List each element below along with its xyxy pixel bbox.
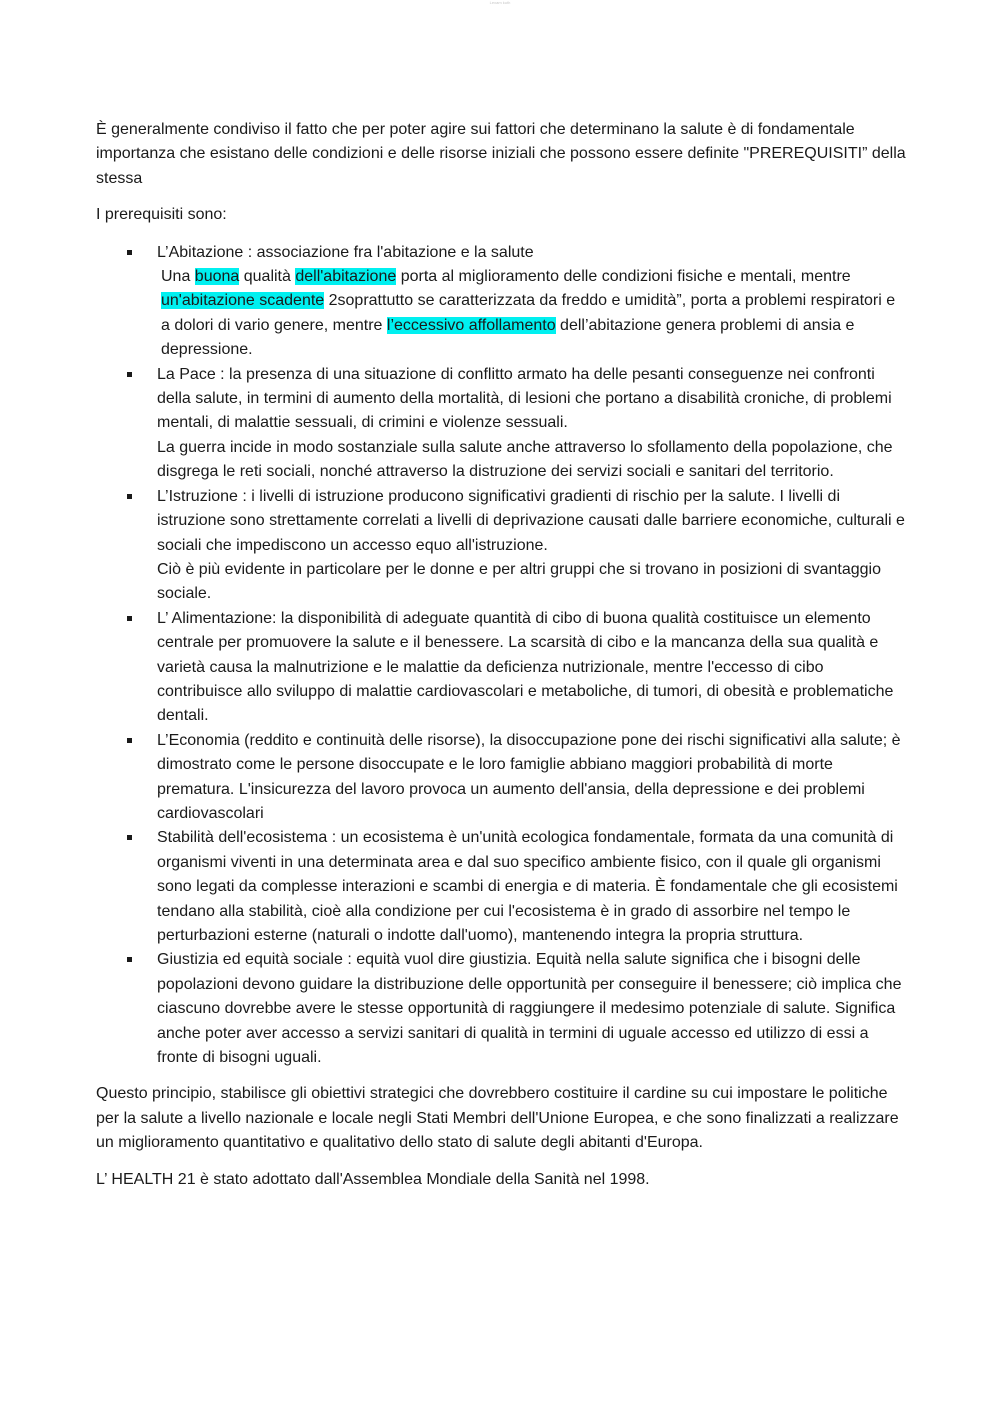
abitazione-text-5: dell’abitazione genera problemi di ansia e depressione. bbox=[161, 316, 855, 359]
alimentazione-text: L’ Alimentazione: la disponibilità di adeguate quantità di cibo di buona qualità costituisce un elemento centrale per promuovere la salute e il benessere. La scarsità di cibo e la mancanza della sua qualità e varietà causa la malnutrizione e le malattie da deficienza nutrizionale, mentre l'eccesso di cibo contribuisce allo sviluppo di malattie cardiovascolari e metaboliche, di tumori, di obesità e problematiche dentali. bbox=[157, 609, 894, 725]
list-item-economia bbox=[96, 729, 908, 827]
closing-paragraph: Questo principio, stabilisce gli obiettivi strategici che dovrebbero costituire il cardine su cui impostare le politiche per la salute a livello nazionale e locale negli Stati Membri dell'Unione Europea, e che sono finalizzati a realizzare un miglioramento quantitativo e qualitativo dello stato di salute degli abitanti d'Europa. bbox=[96, 1085, 899, 1152]
abitazione-text-3: porta al miglioramento delle condizioni fisiche e mentali, mentre bbox=[396, 268, 851, 286]
list-item-istruzione bbox=[96, 485, 908, 607]
abitazione-text-1: Una bbox=[161, 268, 195, 286]
list-item-alimentazione bbox=[96, 607, 908, 729]
list-item-pace bbox=[96, 363, 908, 485]
highlight-abitazione-scadente: un'abitazione scadente bbox=[161, 292, 325, 310]
watermark: Lexam kuth bbox=[489, 0, 511, 5]
list-item-ecosistema bbox=[96, 826, 908, 948]
document-page bbox=[96, 118, 908, 1192]
prerequisites-list bbox=[96, 241, 908, 1071]
bullet-icon bbox=[127, 372, 132, 377]
istruzione-text-2: Ciò è più evidente in particolare per le donne e per altri gruppi che si trovano in posizioni di svantaggio sociale. bbox=[157, 560, 881, 603]
bullet-icon bbox=[127, 957, 132, 962]
bullet-icon bbox=[127, 250, 132, 255]
intro-paragraph: È generalmente condiviso il fatto che per poter agire sui fattori che determinano la salute è di fondamentale importanza che esistano delle condizioni e delle risorse iniziali che possono essere definite "PREREQUISITI” della stessa bbox=[96, 121, 906, 187]
prerequisites-lead: I prerequisiti sono: bbox=[96, 206, 227, 224]
bullet-icon bbox=[127, 616, 132, 621]
abitazione-body bbox=[157, 265, 908, 363]
giustizia-text: Giustizia ed equità sociale : equità vuol dire giustizia. Equità nella salute significa che i bisogni delle popolazioni devono guidare la distribuzione delle opportunità per conseguire il benessere; ciò implica che ciascuno dovrebbe avere le stesse opportunità di raggiungere il medesimo potenziale di salute. Significa anche poter aver accesso a servizi sanitari di qualità in termini di uguale accesso ed utilizzo di essi a fronte di bisogni uguali. bbox=[157, 951, 902, 1067]
bullet-icon bbox=[127, 494, 132, 499]
bullet-icon bbox=[127, 835, 132, 840]
health21-note: L’ HEALTH 21 è stato adottato dall'Assemblea Mondiale della Sanità nel 1998. bbox=[96, 1170, 650, 1188]
pace-text-1: La Pace : la presenza di una situazione di conflitto armato ha delle pesanti conseguenze nei confronti della salute, in termini di aumento della mortalità, di lesioni che portano a disabilità croniche, di problemi mentali, di malattie sessuali, di crimini e violenze sessuali. bbox=[157, 365, 892, 432]
istruzione-text-1: L’Istruzione : i livelli di istruzione producono significativi gradienti di rischio per la salute. I livelli di istruzione sono strettamente correlati a livelli di deprivazione causati dalle barriere economiche, culturali e sociali che impediscono un accesso equo all'istruzione. bbox=[157, 487, 905, 554]
abitazione-title: L’Abitazione : associazione fra l'abitazione e la salute bbox=[157, 243, 534, 261]
list-item-giustizia bbox=[96, 948, 908, 1070]
highlight-buona: buona bbox=[194, 268, 240, 286]
abitazione-text-4: 2soprattutto se caratterizzata da freddo e umidità”, porta a problemi respiratori e a dolori di vario genere, mentre bbox=[161, 292, 896, 334]
pace-text-2: La guerra incide in modo sostanziale sulla salute anche attraverso lo sfollamento della popolazione, che disgrega le reti sociali, nonché attraverso la distruzione dei servizi sociali e sanitari del territorio. bbox=[157, 438, 893, 481]
highlight-dellabitazione: dell'abitazione bbox=[295, 268, 397, 286]
bullet-icon bbox=[127, 738, 132, 743]
list-item-abitazione bbox=[96, 241, 908, 363]
economia-text: L’Economia (reddito e continuità delle risorse), la disoccupazione pone dei rischi significativi alla salute; è dimostrato come le persone disoccupate e le loro famiglie abbiano maggiori probabilità di morte prematura. L'insicurezza del lavoro provoca un aumento dell'ansia, della depressione e dei problemi cardiovascolari bbox=[157, 731, 901, 822]
abitazione-text-2: qualità bbox=[239, 268, 296, 286]
highlight-eccessivo-affollamento: l’eccessivo affollamento bbox=[386, 316, 556, 334]
ecosistema-text: Stabilità dell'ecosistema : un ecosistema è un'unità ecologica fondamentale, formata da una comunità di organismi viventi in una determinata area e dal suo specifico ambiente fisico, con il quale gli organismi sono legati da complesse interazioni e scambi di energia e di materia. È fondamentale che gli ecosistemi tendano alla stabilità, cioè alla condizione per cui l'ecosistema è in grado di assorbire nel tempo le perturbazioni esterne (naturali o indotte dall'uomo), mantenendo integra la propria struttura. bbox=[157, 829, 898, 944]
